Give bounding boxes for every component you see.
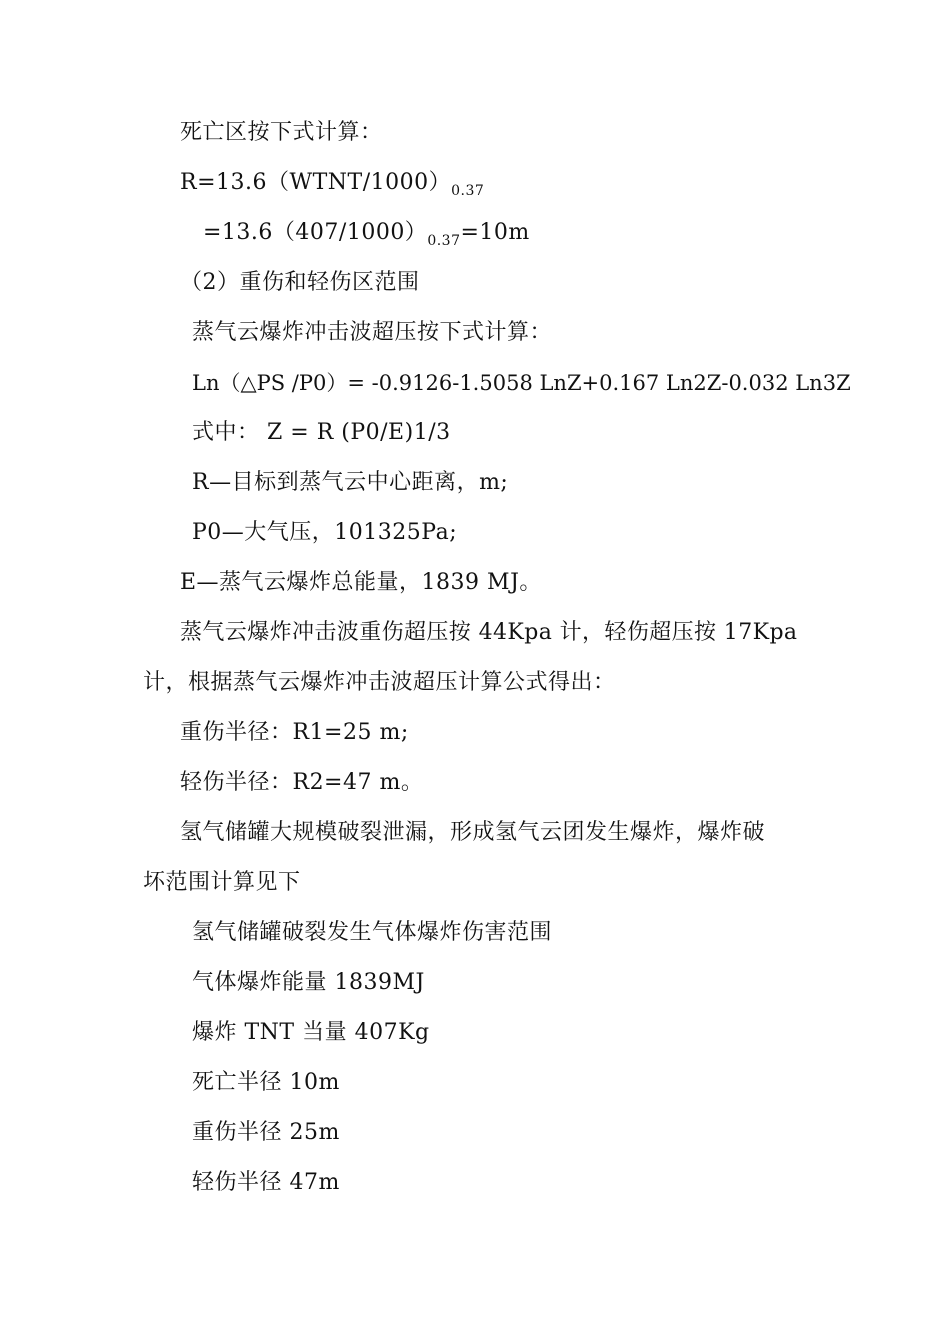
- formula-line: Ln（△PS /P0）= -0.9126-1.5058 LnZ+0.167 Ln2Z-0.032 Ln3Z: [192, 371, 851, 395]
- text-line: 死亡半径 10m: [192, 1070, 340, 1095]
- formula-text: =13.6（407/1000）: [203, 220, 428, 245]
- section-heading: （2）重伤和轻伤区范围: [180, 270, 420, 295]
- text-line: 死亡区按下式计算：: [180, 120, 383, 145]
- formula-line: [180, 168, 484, 198]
- formula-text: R=13.6（WTNT/1000）: [180, 170, 452, 195]
- text-line: 轻伤半径：R2=47 m。: [180, 770, 424, 795]
- text-line: E—蒸气云爆炸总能量，1839 MJ。: [180, 570, 542, 595]
- text-line: 爆炸 TNT 当量 407Kg: [192, 1020, 430, 1045]
- formula-line: [203, 218, 530, 248]
- formula-text: =10m: [460, 220, 530, 245]
- text-line: 轻伤半径 47m: [192, 1170, 340, 1195]
- text-line: 氢气储罐破裂发生气体爆炸伤害范围: [192, 920, 553, 945]
- exponent: 0.37: [451, 183, 485, 199]
- text-line: P0—大气压，101325Pa;: [192, 520, 458, 545]
- text-line: 蒸气云爆炸冲击波重伤超压按 44Kpa 计，轻伤超压按 17Kpa: [180, 620, 798, 645]
- text-line: 蒸气云爆炸冲击波超压按下式计算：: [192, 320, 553, 345]
- formula-line: 式中： Z = R (P0/E)1/3: [192, 420, 451, 445]
- text-line: 气体爆炸能量 1839MJ: [192, 970, 425, 995]
- text-line: 坏范围计算见下: [143, 870, 301, 895]
- text-line: R—目标到蒸气云中心距离，m;: [192, 470, 509, 495]
- text-line: 重伤半径：R1=25 m;: [180, 720, 409, 745]
- text-line: 氢气储罐大规模破裂泄漏，形成氢气云团发生爆炸，爆炸破: [180, 820, 766, 845]
- exponent: 0.37: [427, 233, 461, 249]
- text-line: 计，根据蒸气云爆炸冲击波超压计算公式得出：: [143, 670, 616, 695]
- text-line: 重伤半径 25m: [192, 1120, 340, 1145]
